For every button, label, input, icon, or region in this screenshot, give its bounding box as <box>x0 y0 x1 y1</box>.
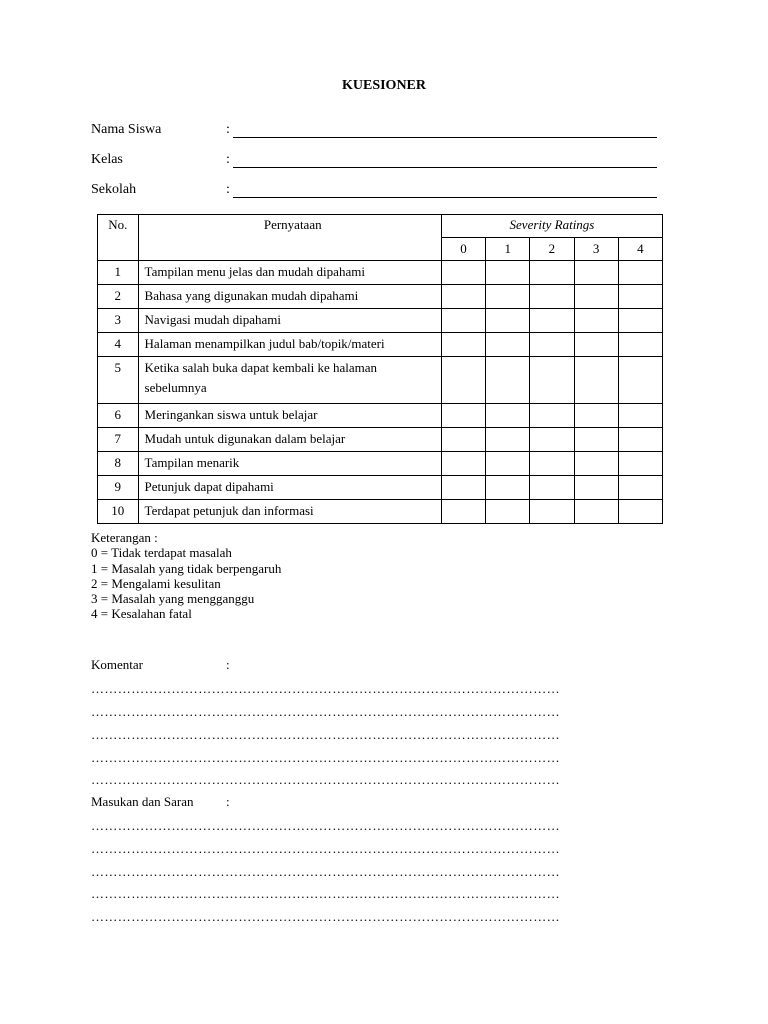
rating-cell-2[interactable] <box>530 309 574 333</box>
rating-cell-1[interactable] <box>486 309 530 333</box>
masukan-saran-line[interactable]: …………………………………………………………………………………………… <box>91 864 560 879</box>
row-statement: Petunjuk dapat dipahami <box>138 476 441 500</box>
komentar-line[interactable]: …………………………………………………………………………………………… <box>91 750 560 765</box>
table-row <box>98 404 663 428</box>
table-row <box>98 452 663 476</box>
row-statement: Ketika salah buka dapat kembali ke halaman sebelumnya <box>138 357 441 404</box>
rating-cell-0[interactable] <box>441 452 485 476</box>
nama-siswa-input-line[interactable] <box>233 137 657 138</box>
field-kelas-label: Kelas <box>91 152 123 167</box>
table-row <box>98 333 663 357</box>
rating-cell-2[interactable] <box>530 285 574 309</box>
komentar-line[interactable]: …………………………………………………………………………………………… <box>91 772 560 787</box>
row-statement: Bahasa yang digunakan mudah dipahami <box>138 285 441 309</box>
rating-cell-1[interactable] <box>486 452 530 476</box>
rating-header-1: 1 <box>486 238 530 261</box>
rating-cell-1[interactable] <box>486 285 530 309</box>
rating-cell-3[interactable] <box>574 476 618 500</box>
rating-cell-1[interactable] <box>486 404 530 428</box>
rating-cell-3[interactable] <box>574 357 618 404</box>
header-severity-ratings: Severity Ratings <box>441 215 662 238</box>
rating-cell-0[interactable] <box>441 285 485 309</box>
row-number: 3 <box>98 309 139 333</box>
rating-cell-1[interactable] <box>486 261 530 285</box>
rating-cell-4[interactable] <box>618 261 662 285</box>
row-number: 7 <box>98 428 139 452</box>
rating-cell-2[interactable] <box>530 404 574 428</box>
masukan-saran-label: Masukan dan Saran <box>91 794 194 809</box>
keterangan-item: 0 = Tidak terdapat masalah <box>91 545 232 561</box>
rating-cell-4[interactable] <box>618 500 662 524</box>
rating-cell-2[interactable] <box>530 476 574 500</box>
keterangan-item: 3 = Masalah yang mengganggu <box>91 591 255 607</box>
rating-cell-0[interactable] <box>441 476 485 500</box>
rating-cell-4[interactable] <box>618 404 662 428</box>
rating-cell-4[interactable] <box>618 357 662 404</box>
rating-cell-2[interactable] <box>530 333 574 357</box>
row-statement: Tampilan menu jelas dan mudah dipahami <box>138 261 441 285</box>
rating-cell-1[interactable] <box>486 500 530 524</box>
row-number: 6 <box>98 404 139 428</box>
row-number: 8 <box>98 452 139 476</box>
masukan-saran-line[interactable]: …………………………………………………………………………………………… <box>91 886 560 901</box>
row-statement: Terdapat petunjuk dan informasi <box>138 500 441 524</box>
row-number: 9 <box>98 476 139 500</box>
rating-header-2: 2 <box>530 238 574 261</box>
komentar-section <box>91 657 230 673</box>
rating-cell-3[interactable] <box>574 261 618 285</box>
rating-cell-2[interactable] <box>530 261 574 285</box>
keterangan-item: 2 = Mengalami kesulitan <box>91 575 221 591</box>
masukan-saran-line[interactable]: …………………………………………………………………………………………… <box>91 909 560 924</box>
rating-cell-2[interactable] <box>530 500 574 524</box>
table-row <box>98 357 663 404</box>
rating-cell-0[interactable] <box>441 309 485 333</box>
rating-cell-0[interactable] <box>441 428 485 452</box>
rating-cell-4[interactable] <box>618 285 662 309</box>
rating-cell-3[interactable] <box>574 404 618 428</box>
rating-cell-3[interactable] <box>574 333 618 357</box>
rating-cell-0[interactable] <box>441 500 485 524</box>
table-row <box>98 500 663 524</box>
rating-cell-3[interactable] <box>574 309 618 333</box>
rating-cell-0[interactable] <box>441 357 485 404</box>
field-colon: : <box>226 122 230 137</box>
masukan-saran-section <box>91 794 230 810</box>
table-row <box>98 261 663 285</box>
page-title: KUESIONER <box>341 78 427 93</box>
rating-cell-0[interactable] <box>441 261 485 285</box>
komentar-colon: : <box>226 657 230 672</box>
rating-cell-3[interactable] <box>574 500 618 524</box>
rating-cell-0[interactable] <box>441 333 485 357</box>
rating-cell-4[interactable] <box>618 333 662 357</box>
row-number: 10 <box>98 500 139 524</box>
rating-header-0: 0 <box>441 238 485 261</box>
row-number: 4 <box>98 333 139 357</box>
rating-cell-1[interactable] <box>486 357 530 404</box>
field-sekolah-label: Sekolah <box>91 182 137 197</box>
header-no: No. <box>98 215 139 261</box>
rating-cell-4[interactable] <box>618 309 662 333</box>
row-statement: Mudah untuk digunakan dalam belajar <box>138 428 441 452</box>
rating-cell-3[interactable] <box>574 285 618 309</box>
table-row <box>98 428 663 452</box>
masukan-saran-line[interactable]: …………………………………………………………………………………………… <box>91 818 560 833</box>
rating-cell-0[interactable] <box>441 404 485 428</box>
rating-cell-2[interactable] <box>530 452 574 476</box>
rating-cell-2[interactable] <box>530 428 574 452</box>
keterangan-legend <box>91 530 281 622</box>
sekolah-input-line[interactable] <box>233 197 657 198</box>
table-row <box>98 285 663 309</box>
rating-cell-1[interactable] <box>486 476 530 500</box>
field-colon: : <box>226 152 230 167</box>
rating-cell-4[interactable] <box>618 476 662 500</box>
komentar-line[interactable]: …………………………………………………………………………………………… <box>91 681 560 696</box>
field-nama-siswa-label: Nama Siswa <box>91 122 162 137</box>
table-row <box>98 309 663 333</box>
rating-cell-3[interactable] <box>574 452 618 476</box>
row-number: 2 <box>98 285 139 309</box>
rating-cell-2[interactable] <box>530 357 574 404</box>
table-row <box>98 476 663 500</box>
header-pernyataan: Pernyataan <box>138 215 441 261</box>
komentar-line[interactable]: …………………………………………………………………………………………… <box>91 727 560 742</box>
masukan-saran-line[interactable]: …………………………………………………………………………………………… <box>91 841 560 856</box>
rating-cell-1[interactable] <box>486 333 530 357</box>
keterangan-title: Keterangan : <box>91 530 158 545</box>
questionnaire-table <box>97 214 663 524</box>
keterangan-item: 4 = Kesalahan fatal <box>91 606 192 622</box>
row-number: 1 <box>98 261 139 285</box>
rating-cell-3[interactable] <box>574 428 618 452</box>
kelas-input-line[interactable] <box>233 167 657 168</box>
row-statement: Navigasi mudah dipahami <box>138 309 441 333</box>
row-statement: Meringankan siswa untuk belajar <box>138 404 441 428</box>
komentar-line[interactable]: …………………………………………………………………………………………… <box>91 704 560 719</box>
row-statement: Halaman menampilkan judul bab/topik/materi <box>138 333 441 357</box>
rating-header-3: 3 <box>574 238 618 261</box>
row-statement: Tampilan menarik <box>138 452 441 476</box>
rating-header-4: 4 <box>618 238 662 261</box>
keterangan-item: 1 = Masalah yang tidak berpengaruh <box>91 560 282 576</box>
field-colon: : <box>226 182 230 197</box>
komentar-label: Komentar <box>91 657 143 672</box>
rating-cell-1[interactable] <box>486 428 530 452</box>
rating-cell-4[interactable] <box>618 428 662 452</box>
row-number: 5 <box>98 357 139 404</box>
rating-cell-4[interactable] <box>618 452 662 476</box>
masukan-saran-colon: : <box>226 794 230 809</box>
